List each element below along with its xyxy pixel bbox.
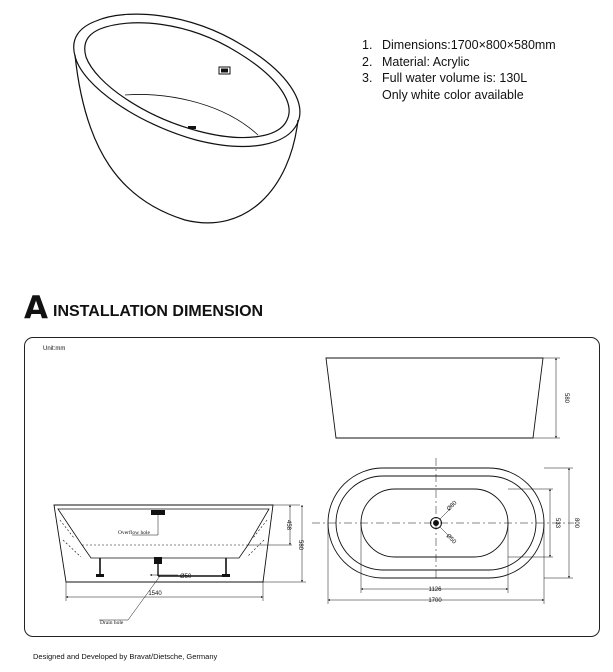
footer-credit: Designed and Developed by Bravat/Dietsche, Germany: [33, 652, 218, 661]
front-inner-height-label: 458: [285, 519, 291, 531]
outer-length-label: 1700: [428, 598, 442, 604]
unit-label: Unit:mm: [43, 346, 66, 352]
spec-item-volume: 3. Full water volume is: 130L: [362, 71, 528, 85]
front-view-inner-basin: [58, 509, 269, 558]
section-letter: A: [24, 290, 47, 326]
front-view: [54, 505, 306, 620]
inner-length-label: 1126: [428, 587, 442, 593]
side-height-label: 580: [563, 392, 569, 404]
section-title: INSTALLATION DIMENSION: [53, 303, 264, 320]
front-total-height-label: 580: [297, 539, 303, 551]
spec-item-dimensions: 1. Dimensions:1700×800×580mm: [362, 38, 556, 52]
spec-note-color: Only white color available: [382, 87, 524, 102]
side-view: [326, 358, 560, 438]
outer-width-label: 800: [573, 517, 579, 529]
drain-diameter-top-label: Ø50: [444, 533, 457, 546]
spec-item-material: 2. Material: Acrylic: [362, 54, 470, 69]
inner-width-label: 533: [554, 517, 560, 529]
overflow-hole-icon: [151, 510, 165, 515]
overflow-diameter-label: Ø80: [446, 500, 459, 513]
drain-inner-circle-icon: [434, 521, 439, 526]
side-view-outline: [326, 358, 543, 438]
drain-hole-label: Drain hole: [100, 620, 124, 626]
drain-hole-icon: [154, 557, 162, 564]
overflow-hole-label: Overflow hole: [118, 530, 150, 536]
top-view: [312, 458, 574, 604]
front-drain-diameter-label: Ø50: [180, 574, 192, 580]
left-foot-icon: [96, 574, 104, 577]
base-length-label: 1540: [148, 591, 162, 597]
right-foot-icon: [222, 574, 230, 577]
front-view-outer-shell: [54, 505, 273, 582]
